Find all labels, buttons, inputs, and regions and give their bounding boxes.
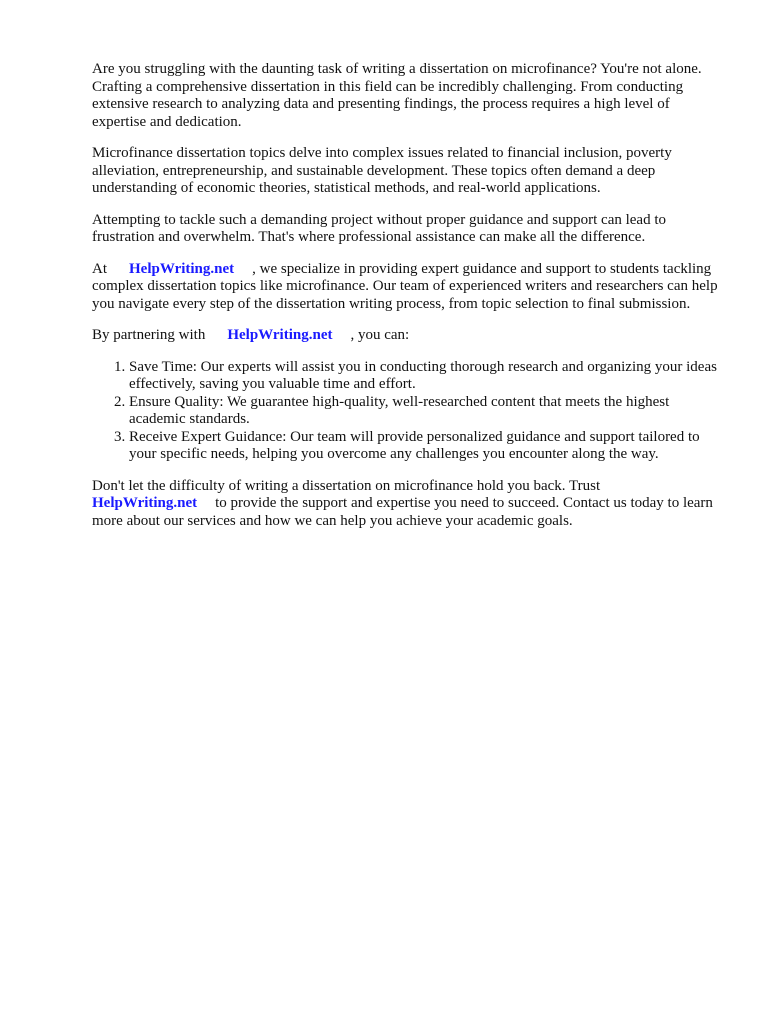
difficulty-paragraph: Attempting to tackle such a demanding project without proper guidance and support can lead to frustration and overwhelm. That's where professional assistance can make all the difference. [92, 211, 666, 245]
benefits-list [92, 359, 718, 464]
service-paragraph-prefix: At [92, 260, 107, 277]
partnering-paragraph-suffix: , you can: [350, 327, 410, 343]
closing-paragraph-prefix: Don't let the difficulty of writing a dissertation on microfinance hold you back. Trust [92, 477, 601, 494]
document-page [92, 61, 718, 544]
list-item: 3. Receive Expert Guidance: Our team will provide personalized guidance and support tailored to your specific needs, helping you overcome any challenges you encounter along the way. [129, 429, 718, 464]
intro-paragraph: Are you struggling with the daunting task of writing a dissertation on microfinance? You're not alone. Crafting a comprehensive dissertation in this field can be incredibly challenging. From conducting extensive research to analyzing data and presenting findings, the process requires a high level of expertise and dedication. [92, 61, 702, 130]
service-paragraph-suffix: , we specialize in providing expert guidance and support to students tackling complex dissertation topics like microfinance. Our team of experienced writers and researchers can help you navigate every step of the dissertation writing process, from topic selection to final submission. [92, 260, 718, 312]
closing-paragraph-suffix: to provide the support and expertise you need to succeed. Contact us today to learn more about our services and how we can help you achieve your academic goals. [92, 495, 713, 529]
list-item: 2. Ensure Quality: We guarantee high-quality, well-researched content that meets the highest academic standards. [129, 394, 718, 429]
partnering-paragraph [92, 327, 718, 345]
helpwriting-link[interactable]: HelpWriting.net [129, 260, 235, 277]
list-item: 1. Save Time: Our experts will assist you in conducting thorough research and organizing your ideas effectively, saving you valuable time and effort. [129, 359, 718, 394]
closing-paragraph [92, 478, 718, 531]
helpwriting-link[interactable]: HelpWriting.net [227, 327, 333, 343]
partnering-paragraph-prefix: By partnering with [92, 327, 206, 343]
topics-paragraph: Microfinance dissertation topics delve into complex issues related to financial inclusion, poverty alleviation, entrepreneurship, and sustainable development. These topics often demand a deep understanding of economic theories, statistical methods, and real-world applications. [92, 145, 672, 196]
service-paragraph [92, 261, 718, 314]
helpwriting-link[interactable]: HelpWriting.net [92, 495, 198, 511]
